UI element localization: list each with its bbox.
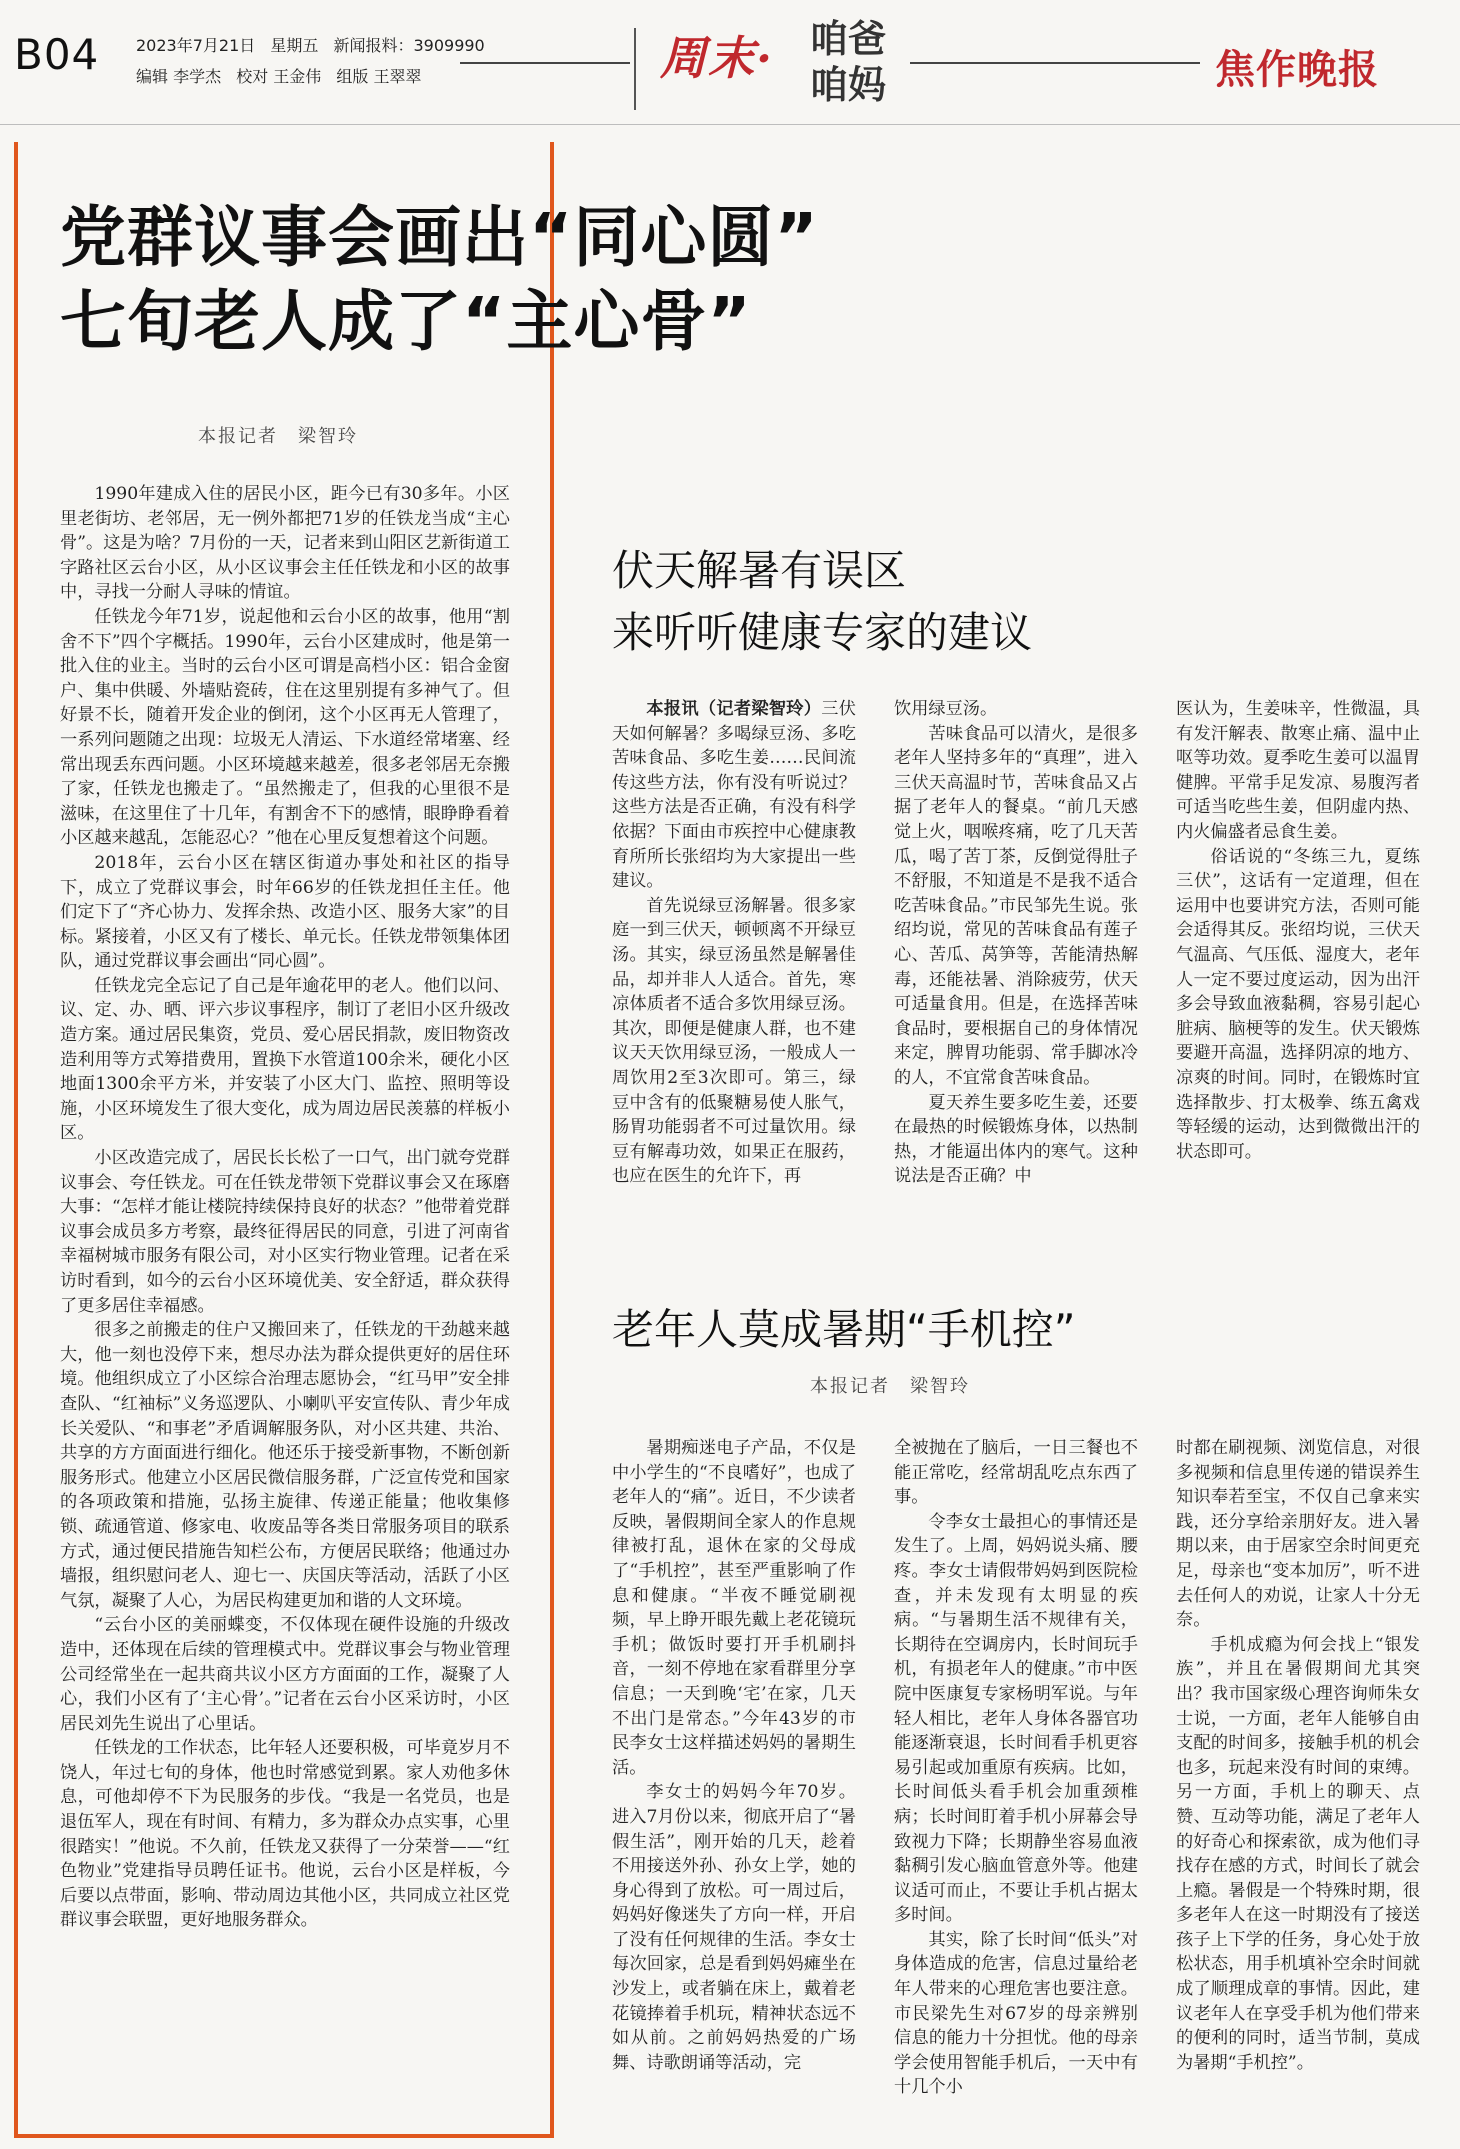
paragraph: 俗话说的“冬练三九，夏练三伏”，这话有一定道理，但在运用中也要讲究方法，否则可能会适得其反。张绍均说，三伏天气温高、气压低、湿度大，老年人一定不要过度运动，因为出汗多会导致血液黏稠，容易引起心脏病、脑梗等的发生。伏天锻炼要避开高温，选择阴凉的地方、凉爽的时间。同时，在锻炼时宜选择散步、打太极拳、练五禽戏等轻缓的运动，达到微微出汗的状态即可。	[1176, 846, 1420, 1162]
paragraph: 很多之前搬走的住户又搬回来了，任铁龙的干劲越来越大，他一刻也没停下来，想尽办法为群众提供更好的居住环境。他组织成立了小区综合治理志愿协会，“红马甲”安全排查队、“红袖标”义务巡逻队、小喇叭平安宣传队、青少年成长关爱队、“和事老”矛盾调解服务队，对小区共建、共治、共享的方方面面进行细化。他还乐于接受新事物，不断创新服务形式。他建立小区居民微信服务群，广泛宣传党和国家的各项政策和措施，弘扬主旋律、传递正能量；他收集修锁、疏通管道、修家电、收废品等各类日常服务项目的联系方式，通过便民措施告知栏公布，方便居民联络；他通过办墙报，组织慰问老人、迎七一、庆国庆等活动，活跃了小区气氛，凝聚了人心，为居民构建更加和谐的人文环境。	[60, 1320, 510, 1611]
paragraph: 本报讯（记者梁智玲）三伏天如何解暑？多喝绿豆汤、多吃苦味食品、多吃生姜……民间流传这些方法，你有没有听说过？这些方法是否正确，有没有科学依据？下面由市疾控中心健康教育所所长张绍均为大家提出一些建议。	[612, 699, 856, 892]
header-divider-brush	[634, 28, 636, 110]
paragraph: 全被抛在了脑后，一日三餐也不能正常吃，经常胡乱吃点东西了事。	[894, 1438, 1138, 1508]
header-divider-right	[910, 62, 1200, 64]
paragraph: “云台小区的美丽蝶变，不仅体现在硬件设施的升级改造中，还体现在后续的管理模式中。党群议事会与物业管理公司经常坐在一起共商共议小区方方面面的工作，凝聚了人心，我们小区有了‘主心骨’。”记者在云台小区采访时，小区居民刘先生说出了心里话。	[60, 1615, 510, 1734]
paragraph: 2018年，云台小区在辖区街道办事处和社区的指导下，成立了党群议事会，时年66岁的任铁龙担任主任。他们定下了“齐心协力、发挥余热、改造小区、服务大家”的目标。紧接着，小区又有了楼长、单元长。任铁龙带领集体团队，通过党群议事会画出“同心圆”。	[60, 852, 510, 972]
paragraph: 暑期痴迷电子产品，不仅是中小学生的“不良嗜好”，也成了老年人的“痛”。近日，不少读者反映，暑假期间全家人的作息规律被打乱，退休在家的父母成了“手机控”，甚至严重影响了作息和健康。“半夜不睡觉刷视频，早上睁开眼先戴上老花镜玩手机；做饭时要打开手机刷抖音，一刻不停地在家看群里分享信息；一天到晚‘宅’在家，几天不出门是常态。”今年43岁的市民李女士这样描述妈妈的暑期生活。	[612, 1438, 856, 1778]
phone-article-col1	[612, 1436, 856, 2075]
paragraph: 手机成瘾为何会找上“银发族”，并且在暑假期间尤其突出？我市国家级心理咨询师朱女士说，一方面，老年人能够自由支配的时间多，接触手机的机会也多，玩起来没有时间的束缚。另一方面，手机上的聊天、点赞、互动等功能，满足了老年人的好奇心和探索欲，成为他们寻找存在感的方式，时间长了就会上瘾。暑假是一个特殊时期，很多老年人在这一时期没有了接送孩子上下学的任务，身心处于放松状态，用手机填补空余时间就成了顺理成章的事情。因此，建议老年人在享受手机为他们带来的便利的同时，适当节制，莫成为暑期“手机控”。	[1176, 1634, 1420, 2073]
lead-article-title	[60, 196, 819, 364]
dateline: 本报讯（记者梁智玲）	[646, 699, 822, 719]
header-info	[136, 30, 495, 92]
editor-credit: 编辑 李学杰	[136, 67, 222, 86]
newspaper-logo: 焦作晚报	[1215, 46, 1379, 93]
header-rule	[0, 124, 1460, 125]
paragraph: 令李女士最担心的事情还是发生了。上周，妈妈说头痛、腰疼。李女士请假带妈妈到医院检查，并未发现有太明显的疾病。“与暑期生活不规律有关，长期待在空调房内，长时间玩手机，有损老年人的健康。”市中医院中医康复专家杨明军说。与年轻人相比，老年人身体各器官功能逐渐衰退，长时间看手机更容易引起或加重原有疾病。比如，长时间低头看手机会加重颈椎病；长时间盯着手机小屏幕会导致视力下降；长期静坐容易血液黏稠引发心脑血管意外等。他建议适可而止，不要让手机占据太多时间。	[894, 1511, 1138, 1926]
paragraph: 医认为，生姜味辛，性微温，具有发汗解表、散寒止痛、温中止呕等功效。夏季吃生姜可以温胃健脾。平常手足发凉、易腹泻者可适当吃些生姜，但阴虚内热、内火偏盛者忌食生姜。	[1176, 699, 1420, 842]
section-parents-label: 咱爸咱妈	[810, 17, 887, 107]
summer-title-line1: 伏天解暑有误区	[612, 546, 907, 595]
paragraph: 苦味食品可以清火，是很多老年人坚持多年的“真理”，进入三伏天高温时节，苦味食品又占据了老年人的餐桌。“前几天感觉上火，咽喉疼痛，吃了几天苦瓜，喝了苦丁茶，反倒觉得肚子不舒服，不知道是不是我不适合吃苦味食品。”市民邹先生说。张绍均说，常见的苦味食品有莲子心、苦瓜、莴笋等，苦能清热解毒，还能祛暑、消除疲劳，伏天可适量食用。但是，在选择苦味食品时，要根据自己的身体情况来定，脾胃功能弱、常手脚冰冷的人，不宜常食苦味食品。	[894, 723, 1138, 1088]
lead-article-byline: 本报记者 梁智玲	[198, 426, 358, 447]
paragraph: 任铁龙完全忘记了自己是年逾花甲的老人。他们以问、议、定、办、晒、评六步议事程序，制订了老旧小区升级改造方案。通过居民集资，党员、爱心居民捐款，废旧物资改造利用等方式筹措费用，置换下水管道100余米，硬化小区地面1300余平方米，并安装了小区大门、监控、照明等设施，小区环境发生了很大变化，成为周边居民羡慕的样板小区。	[60, 975, 510, 1144]
paragraph: 1990年建成入住的居民小区，距今已有30多年。小区里老街坊、老邻居，无一例外都把71岁的任铁龙当成“主心骨”。这是为啥？7月份的一天，记者来到山阳区艺新街道工字路社区云台小区，从小区议事会主任任铁龙和小区的故事中，寻找一分耐人寻味的情谊。	[60, 484, 510, 603]
phone-article-title: 老年人莫成暑期“手机控”	[612, 1305, 1076, 1354]
page-number: B04	[14, 30, 100, 79]
summer-article-col3	[1176, 697, 1420, 1164]
paragraph: 时都在刷视频、浏览信息，对很多视频和信息里传递的错误养生知识奉若至宝，不仅自己拿来实践，还分享给亲朋好友。进入暑期以来，由于居家空余时间更充足，母亲也“变本加厉”，听不进去任何人的劝说，让家人十分无奈。	[1176, 1438, 1420, 1631]
phone-article-col2	[894, 1436, 1138, 2100]
paragraph: 任铁龙今年71岁，说起他和云台小区的故事，他用“割舍不下”四个字概括。1990年，云台小区建成时，他是第一批入住的业主。当时的云台小区可谓是高档小区：铝合金窗户、集中供暖、外墙贴瓷砖，住在这里别提有多神气了。但好景不长，随着开发企业的倒闭，这个小区再无人管理了，一系列问题随之出现：垃圾无人清运、下水道经常堵塞、经常出现丢东西问题。小区环境越来越差，很多老邻居无奈搬了家，任铁龙也搬走了。“虽然搬走了，但我的心里很不是滋味，在这里住了十几年，有割舍不下的感情，眼睁睁看着小区越来越乱，怎能忍心？”他在心里反复想着这个问题。	[60, 606, 510, 849]
paragraph: 首先说绿豆汤解暑。很多家庭一到三伏天，顿顿离不开绿豆汤。其实，绿豆汤虽然是解暑佳品，却并非人人适合。首先，寒凉体质者不适合多饮用绿豆汤。其次，即便是健康人群，也不建议天天饮用绿豆汤，一般成人一周饮用2至3次即可。第三，绿豆中含有的低聚糖易使人胀气，肠胃功能弱者不可过量饮用。绿豆有解毒功效，如果正在服药，也应在医生的允许下，再	[612, 895, 856, 1187]
paragraph: 李女士的妈妈今年70岁。进入7月份以来，彻底开启了“暑假生活”，刚开始的几天，趁着不用接送外孙、孙女上学，她的身心得到了放松。可一周过后，妈妈好像迷失了方向一样，开启了没有任何规律的生活。李女士每次回家，总是看到妈妈瘫坐在沙发上，或者躺在床上，戴着老花镜捧着手机玩，精神状态远不如从前。之前妈妈热爱的广场舞、诗歌朗诵等活动，完	[612, 1782, 856, 2073]
paragraph: 饮用绿豆汤。	[894, 699, 998, 719]
summer-title-line2: 来听听健康专家的建议	[612, 608, 1033, 657]
lead-article-body	[60, 482, 510, 1933]
phone-article-col3	[1176, 1436, 1420, 2075]
paragraph: 夏天养生要多吃生姜，还要在最热的时候锻炼身体，以热制热，才能逼出体内的寒气。这种说法是否正确？中	[894, 1092, 1138, 1187]
news-hotline: 新闻报料：3909990	[333, 36, 485, 55]
issue-weekday: 星期五	[270, 36, 319, 55]
proof-credit: 校对 王金伟	[236, 67, 322, 86]
summer-article-title	[612, 540, 1032, 664]
paragraph: 任铁龙的工作状态，比年轻人还要积极，可毕竟岁月不饶人，年过七旬的身体，他也时常感觉到累。家人劝他多休息，可他却停不下为民服务的步伐。“我是一名党员，也是退伍军人，现在有时间、有精力，多为群众办点实事，心里很踏实！”他说。不久前，任铁龙又获得了一分荣誉——“红色物业”党建指导员聘任证书。他说，云台小区是样板，今后要以点带面，影响、带动周边其他小区，共同成立社区党群议事会联盟，更好地服务群众。	[60, 1738, 510, 1931]
paragraph: 小区改造完成了，居民长长松了一口气，出门就夸党群议事会、夸任铁龙。可在任铁龙带领下党群议事会又在琢磨大事：“怎样才能让楼院持续保持良好的状态？”他带着党群议事会成员多方考察，最终征得居民的同意，引进了河南省幸福树城市服务有限公司，对小区实行物业管理。记者在采访时看到，如今的云台小区环境优美、安全舒适，群众获得了更多居住幸福感。	[60, 1148, 510, 1316]
issue-date: 2023年7月21日	[136, 36, 256, 55]
header-divider-left	[460, 62, 630, 64]
page-header	[0, 0, 1460, 110]
layout-credit: 组版 王翠翠	[336, 67, 422, 86]
phone-article-byline: 本报记者 梁智玲	[810, 1376, 970, 1397]
summer-article-col1	[612, 697, 856, 1189]
summer-article-col2	[894, 697, 1138, 1189]
section-weekend-label: 周末·	[660, 31, 775, 85]
lead-title-line1: 党群议事会画出“同心圆”	[60, 199, 819, 276]
lead-title-line2: 七旬老人成了“主心骨”	[60, 283, 752, 360]
paragraph: 其实，除了长时间“低头”对身体造成的危害，信息过量给老年人带来的心理危害也要注意。市民梁先生对67岁的母亲辨别信息的能力十分担忧。他的母亲学会使用智能手机后，一天中有十几个小	[894, 1929, 1138, 2098]
